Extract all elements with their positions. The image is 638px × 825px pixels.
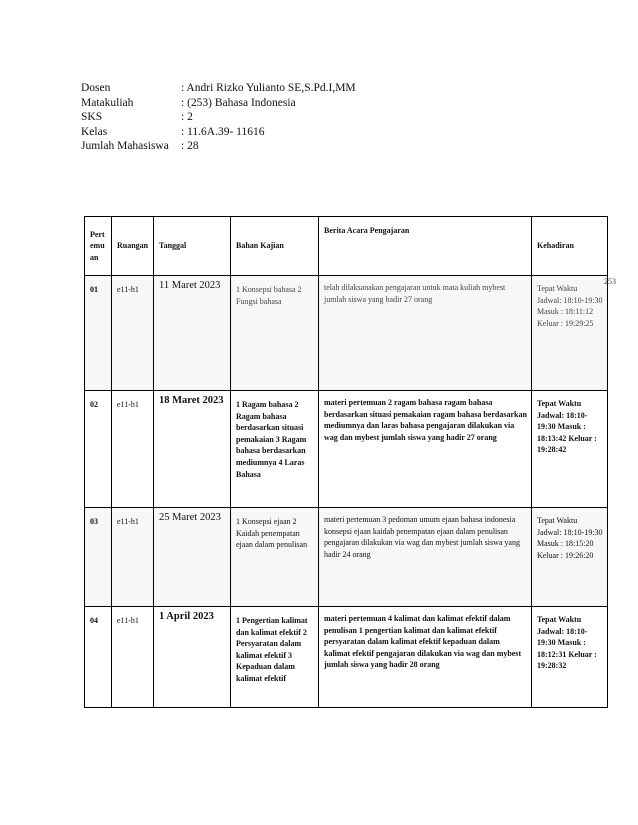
info-row-matakuliah — [81, 96, 356, 111]
header-berita-acara: Berita Acara Pengajaran — [319, 217, 532, 276]
dosen-value: : Andri Rizko Yulianto SE,S.Pd.I,MM — [181, 82, 356, 94]
row-room: e11-h1 — [112, 607, 154, 708]
row-attendance: Tepat Waktu Jadwal: 18:10-19:30 Masuk : 18:13:42 Keluar : 19:28:42 — [532, 391, 608, 508]
row-number: 04 — [85, 607, 112, 708]
row-material: 1 Konsepsi ejaan 2 Kaidah penempatan ejaan dalam penulisan — [231, 508, 319, 607]
sks-value: : 2 — [181, 111, 193, 124]
table-row — [85, 508, 608, 607]
row-news: materi pertemuan 2 ragam bahasa ragam bahasa berdasarkan situasi pemakaian ragam bahasa berdasarkan mediumnya dan laras bahasa pengajaran dilakukan via wag dan mybest jumlah siswa yang hadir 27 orang — [319, 391, 532, 508]
info-row-jumlah — [81, 139, 356, 154]
header-ruangan: Ruangan — [112, 217, 154, 276]
jumlah-label: Jumlah Mahasiswa — [81, 140, 169, 153]
row-date: 1 April 2023 — [154, 607, 231, 708]
info-row-dosen — [81, 81, 356, 96]
row-attendance: Tepat Waktu Jadwal: 18:10-19:30 Masuk : 18:15:20 Keluar : 19:26:20 — [532, 508, 608, 607]
matakuliah-value: : (253) Bahasa Indonesia — [181, 96, 296, 109]
info-row-kelas — [81, 125, 356, 140]
attendance-table — [84, 216, 608, 708]
jumlah-value: : 28 — [181, 140, 199, 153]
header-tanggal: Tanggal — [154, 217, 231, 276]
info-row-sks — [81, 110, 356, 125]
sks-label: SKS — [81, 111, 103, 124]
row-date: 18 Maret 2023 — [154, 391, 231, 508]
kelas-value: : 11.6A.39- 11616 — [181, 125, 265, 138]
header-pertemuan: Pertemuan — [85, 217, 112, 276]
table-header-row — [85, 217, 608, 276]
table-row — [85, 607, 608, 708]
row-date: 25 Maret 2023 — [154, 508, 231, 607]
row-room: e11-h1 — [112, 276, 154, 391]
header-kehadiran: Kehadiran — [532, 217, 608, 276]
row-date: 11 Maret 2023 — [154, 276, 231, 391]
row-attendance: Tepat Waktu Jadwal: 18:10-19:30 Masuk : 18:12:31 Keluar : 19:28:32 — [532, 607, 608, 708]
row-attendance: Tepat Waktu Jadwal: 18:10-19:30 Masuk : 18:11:12 Keluar : 19:29:25 — [532, 276, 608, 391]
row-material: 1 Konsepsi bahasa 2 Fungsi bahasa — [231, 276, 319, 391]
row-number: 02 — [85, 391, 112, 508]
row-material: 1 Pengertian kalimat dan kalimat efektif 2 Persyaratan dalam kalimat efektif 3 Kepaduan dalam kalimat efektif — [231, 607, 319, 708]
dosen-label: Dosen — [81, 82, 111, 94]
overflow-text: 253 — [604, 277, 616, 286]
table-row — [85, 276, 608, 391]
row-news: telah dilaksanakan pengajaran untuk mata kuliah mybest jumlah siswa yang hadir 27 orang — [319, 276, 532, 391]
row-number: 01 — [85, 276, 112, 391]
row-news: materi pertemuan 3 pedoman umum ejaan bahasa indonesia konsepsi ejaan kaidah penempatan ejaan dalam penulisan pengajaran dilakukan via wag dan mybest jumlah siswa yang hadir 24 orang — [319, 508, 532, 607]
header-bahan-kajian: Bahan Kajian — [231, 217, 319, 276]
course-info — [81, 81, 356, 154]
matakuliah-label: Matakuliah — [81, 96, 134, 109]
row-material: 1 Ragam bahasa 2 Ragam bahasa berdasarkan situasi pemakaian 3 Ragam bahasa berdasarkan mediumnya 4 Laras Bahasa — [231, 391, 319, 508]
row-number: 03 — [85, 508, 112, 607]
table-row — [85, 391, 608, 508]
row-room: e11-h1 — [112, 391, 154, 508]
row-news: materi pertemuan 4 kalimat dan kalimat efektif dalam penulisan 1 pengertian kalimat dan kalimat efektif persyaratan dalam kalimat efektif kepaduan dalam kalimat efektif pengajaran dilakukan via wag dan mybest jumlah siswa yang hadir 28 orang — [319, 607, 532, 708]
row-room: e11-h1 — [112, 508, 154, 607]
kelas-label: Kelas — [81, 125, 108, 138]
